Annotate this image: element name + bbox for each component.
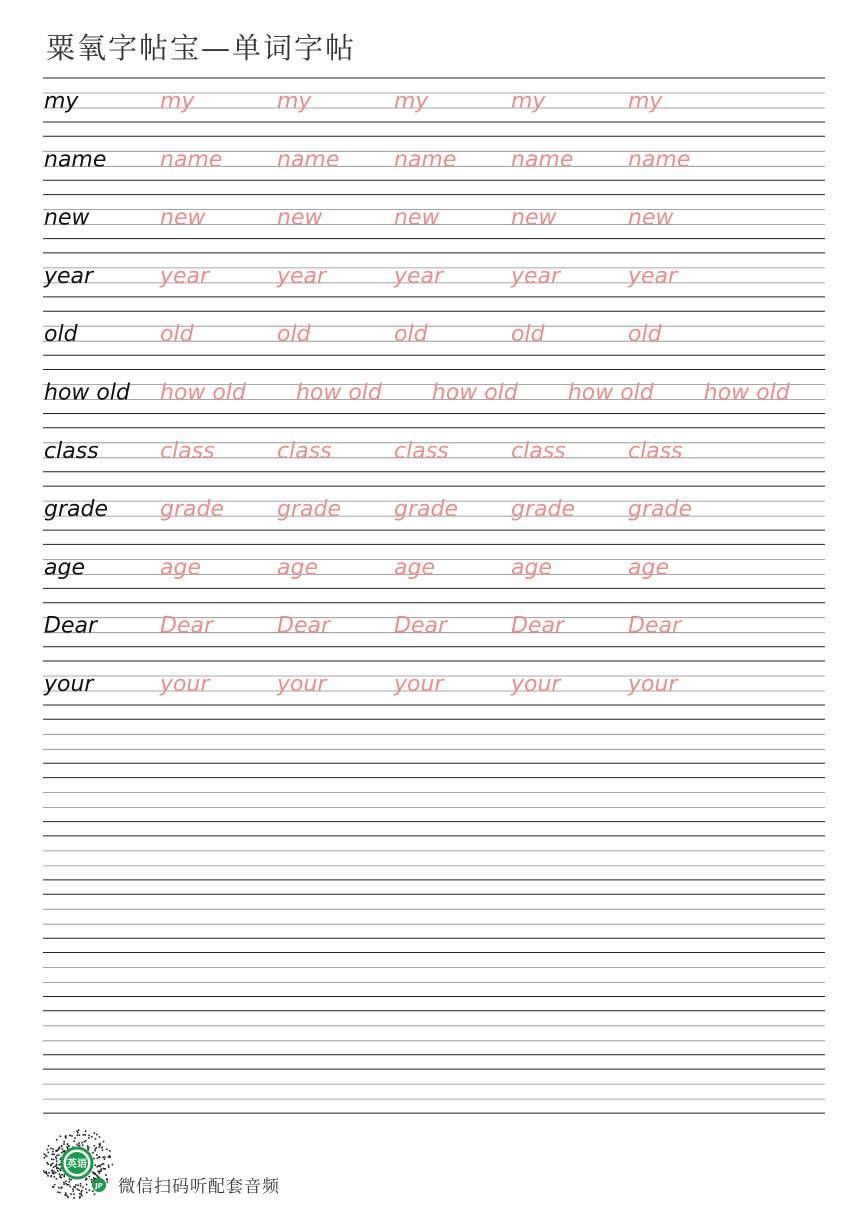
- qr-module: [48, 1172, 50, 1174]
- trace-word: your: [277, 672, 327, 697]
- qr-module: [77, 1135, 79, 1137]
- model-word: old: [44, 322, 78, 348]
- trace-word: new: [160, 205, 206, 231]
- qr-module: [72, 1188, 74, 1190]
- qr-module: [56, 1163, 58, 1165]
- qr-module: [58, 1187, 60, 1189]
- qr-module: [68, 1145, 70, 1147]
- trace-word: name: [628, 147, 691, 173]
- qr-module: [86, 1178, 88, 1180]
- qr-module: [54, 1184, 56, 1186]
- qr-module: [102, 1150, 104, 1152]
- qr-module: [63, 1182, 65, 1184]
- qr-module: [50, 1164, 52, 1166]
- qr-module: [112, 1164, 113, 1166]
- qr-module: [94, 1132, 96, 1134]
- trace-word: how old: [703, 380, 790, 406]
- qr-badge-label: 英语: [67, 1159, 87, 1170]
- trace-word: how old: [160, 380, 246, 406]
- qr-module: [62, 1148, 64, 1150]
- trace-word: old: [628, 322, 662, 348]
- qr-module: [94, 1173, 96, 1175]
- model-word: age: [44, 555, 85, 581]
- qr-module: [59, 1173, 61, 1175]
- qr-module: [58, 1164, 60, 1166]
- qr-module: [45, 1155, 47, 1157]
- qr-module: [47, 1163, 49, 1165]
- qr-module: [67, 1143, 69, 1145]
- trace-word: your: [160, 672, 210, 697]
- qr-module: [69, 1135, 71, 1137]
- trace-word: grade: [628, 497, 692, 523]
- qr-module: [68, 1181, 70, 1183]
- trace-word: grade: [277, 497, 341, 523]
- qr-module: [81, 1195, 83, 1197]
- qr-module: [71, 1135, 73, 1137]
- trace-word: Dear: [394, 613, 448, 639]
- qr-module: [45, 1171, 47, 1173]
- trace-word: year: [511, 263, 561, 289]
- trace-word: my: [394, 89, 429, 114]
- qr-module: [43, 1170, 45, 1172]
- qr-module: [79, 1193, 81, 1195]
- qr-module: [103, 1141, 105, 1143]
- qr-module: [73, 1197, 75, 1199]
- qr-module: [79, 1145, 81, 1147]
- page-title: 粟氧字帖宝—单词字帖: [46, 31, 357, 65]
- trace-word: my: [628, 89, 663, 114]
- qr-module: [57, 1170, 59, 1172]
- qr-module: [96, 1154, 98, 1156]
- qr-module: [83, 1134, 85, 1136]
- qr-module: [58, 1154, 60, 1156]
- qr-module: [44, 1172, 46, 1174]
- qr-module: [88, 1135, 90, 1137]
- qr-module: [52, 1151, 54, 1153]
- model-word: name: [44, 147, 107, 173]
- trace-word: old: [511, 322, 545, 348]
- qr-module: [91, 1179, 93, 1181]
- qr-module: [61, 1145, 63, 1147]
- qr-module: [99, 1144, 101, 1146]
- trace-word: class: [277, 438, 332, 464]
- qr-module: [65, 1183, 67, 1185]
- qr-module: [84, 1134, 86, 1136]
- qr-module: [47, 1175, 49, 1177]
- qr-module: [88, 1137, 90, 1139]
- qr-module: [53, 1166, 55, 1168]
- qr-module: [89, 1189, 91, 1191]
- qr-module: [109, 1156, 111, 1158]
- qr-small-badge-label: JP: [95, 1182, 103, 1190]
- qr-module: [82, 1187, 84, 1189]
- trace-word: class: [394, 438, 449, 464]
- qr-module: [52, 1172, 54, 1174]
- qr-module: [66, 1146, 68, 1148]
- qr-module: [105, 1174, 107, 1176]
- qr-module: [53, 1154, 55, 1156]
- qr-module: [53, 1171, 55, 1173]
- qr-module: [97, 1165, 99, 1167]
- qr-module: [97, 1171, 99, 1173]
- trace-word: age: [277, 555, 318, 581]
- qr-module: [79, 1134, 81, 1136]
- trace-word: new: [394, 205, 440, 231]
- qr-module: [77, 1184, 79, 1186]
- qr-module: [46, 1162, 48, 1164]
- trace-word: how old: [295, 380, 382, 406]
- qr-module: [52, 1148, 54, 1150]
- qr-module: [48, 1152, 50, 1154]
- qr-module: [94, 1145, 96, 1147]
- qr-module: [104, 1168, 106, 1170]
- qr-module: [63, 1143, 65, 1145]
- qr-module: [69, 1178, 71, 1180]
- qr-module: [79, 1197, 81, 1199]
- trace-word: Dear: [511, 613, 565, 639]
- qr-module: [47, 1149, 49, 1151]
- qr-module: [48, 1145, 50, 1147]
- qr-module: [58, 1168, 60, 1170]
- trace-word: grade: [511, 497, 575, 523]
- qr-module: [56, 1155, 58, 1157]
- qr-module: [58, 1147, 60, 1149]
- qr-module: [87, 1145, 89, 1147]
- qr-module: [87, 1147, 89, 1149]
- trace-word: year: [160, 263, 210, 289]
- model-word: my: [44, 89, 79, 114]
- qr-module: [85, 1188, 87, 1190]
- trace-word: your: [511, 672, 561, 697]
- qr-module: [50, 1148, 52, 1150]
- trace-word: age: [160, 555, 201, 581]
- qr-module: [101, 1147, 103, 1149]
- qr-module: [78, 1189, 80, 1191]
- qr-module: [80, 1183, 82, 1185]
- qr-module: [59, 1192, 61, 1194]
- qr-module: [52, 1163, 54, 1165]
- qr-module: [91, 1181, 93, 1183]
- qr-module: [53, 1186, 55, 1188]
- trace-word: Dear: [160, 613, 214, 639]
- qr-module: [56, 1178, 58, 1180]
- qr-module: [97, 1157, 99, 1159]
- trace-word: class: [628, 438, 683, 464]
- qr-module: [89, 1176, 91, 1178]
- qr-module: [74, 1137, 76, 1139]
- model-word: your: [44, 672, 94, 697]
- qr-module: [67, 1197, 69, 1199]
- model-word: class: [44, 438, 99, 464]
- trace-word: grade: [394, 497, 458, 523]
- qr-module: [92, 1191, 94, 1193]
- trace-word: your: [628, 672, 678, 697]
- qr-code-icon[interactable]: [41, 1127, 113, 1199]
- trace-word: how old: [431, 380, 518, 406]
- qr-module: [109, 1150, 111, 1152]
- trace-word: old: [394, 322, 428, 348]
- trace-word: my: [511, 89, 546, 114]
- qr-module: [64, 1174, 66, 1176]
- trace-word: my: [160, 89, 195, 114]
- qr-module: [92, 1152, 94, 1154]
- trace-word: class: [160, 438, 215, 464]
- qr-module: [62, 1151, 64, 1153]
- qr-module: [104, 1158, 106, 1160]
- qr-module: [98, 1146, 100, 1148]
- trace-word: class: [511, 438, 566, 464]
- qr-module: [82, 1144, 84, 1146]
- qr-module: [77, 1132, 79, 1134]
- qr-module: [102, 1156, 104, 1158]
- trace-word: your: [394, 672, 444, 697]
- qr-module: [63, 1176, 65, 1178]
- trace-word: name: [160, 147, 223, 173]
- qr-module: [94, 1194, 96, 1196]
- qr-module: [100, 1168, 102, 1170]
- qr-module: [96, 1134, 98, 1136]
- trace-word: age: [394, 555, 435, 581]
- qr-module: [95, 1148, 97, 1150]
- trace-word: how old: [567, 380, 654, 406]
- qr-module: [73, 1186, 75, 1188]
- qr-module: [61, 1152, 63, 1154]
- qr-module: [52, 1154, 54, 1156]
- qr-module: [56, 1158, 58, 1160]
- qr-module: [95, 1138, 97, 1140]
- qr-module: [60, 1170, 62, 1172]
- qr-module: [51, 1159, 53, 1161]
- qr-module: [53, 1159, 55, 1161]
- qr-module: [55, 1156, 57, 1158]
- qr-module: [108, 1166, 110, 1168]
- qr-module: [60, 1188, 62, 1190]
- qr-module: [76, 1189, 78, 1191]
- qr-module: [94, 1150, 96, 1152]
- qr-module: [54, 1176, 56, 1178]
- qr-module: [65, 1136, 67, 1138]
- qr-module: [99, 1170, 101, 1172]
- qr-module: [50, 1176, 52, 1178]
- qr-module: [69, 1186, 71, 1188]
- qr-module: [80, 1185, 82, 1187]
- qr-module: [56, 1139, 58, 1141]
- qr-module: [70, 1193, 72, 1195]
- qr-module: [60, 1135, 62, 1137]
- model-word: how old: [44, 380, 130, 406]
- qr-module: [73, 1141, 75, 1143]
- model-word: new: [44, 205, 90, 231]
- qr-module: [68, 1184, 70, 1186]
- qr-module: [78, 1129, 80, 1131]
- qr-module: [60, 1175, 62, 1177]
- qr-module: [65, 1181, 67, 1183]
- qr-module: [56, 1168, 58, 1170]
- qr-module: [65, 1192, 67, 1194]
- trace-word: year: [394, 263, 444, 289]
- qr-module: [55, 1165, 57, 1167]
- qr-module: [55, 1150, 57, 1152]
- footer-caption: 微信扫码听配套音频: [118, 1177, 280, 1197]
- qr-module: [76, 1130, 78, 1132]
- qr-module: [55, 1172, 57, 1174]
- model-word: Dear: [44, 613, 98, 639]
- qr-module: [84, 1141, 86, 1143]
- qr-module: [85, 1130, 87, 1132]
- qr-module: [44, 1153, 46, 1155]
- trace-word: new: [511, 205, 557, 231]
- qr-module: [108, 1156, 110, 1158]
- qr-module: [61, 1177, 63, 1179]
- model-word: grade: [44, 497, 108, 523]
- qr-module: [52, 1170, 54, 1172]
- qr-module: [80, 1193, 82, 1195]
- qr-module: [78, 1142, 80, 1144]
- trace-word: grade: [160, 497, 224, 523]
- qr-module: [44, 1157, 46, 1159]
- qr-module: [86, 1184, 88, 1186]
- trace-word: name: [394, 147, 457, 173]
- trace-word: old: [277, 322, 311, 348]
- trace-word: year: [628, 263, 678, 289]
- qr-module: [91, 1136, 93, 1138]
- qr-module: [63, 1141, 65, 1143]
- qr-module: [46, 1173, 48, 1175]
- qr-module: [99, 1136, 101, 1138]
- model-word: year: [44, 263, 94, 289]
- qr-module: [101, 1164, 103, 1166]
- qr-module: [61, 1174, 63, 1176]
- qr-module: [64, 1194, 66, 1196]
- trace-word: name: [277, 147, 340, 173]
- qr-module: [76, 1144, 78, 1146]
- trace-word: old: [160, 322, 194, 348]
- qr-module: [57, 1191, 59, 1193]
- qr-module: [107, 1182, 109, 1184]
- qr-module: [73, 1194, 75, 1196]
- qr-module: [81, 1142, 83, 1144]
- qr-module: [81, 1190, 83, 1192]
- qr-module: [56, 1160, 58, 1162]
- qr-module: [108, 1165, 110, 1167]
- qr-module: [87, 1149, 89, 1151]
- qr-module: [102, 1163, 104, 1165]
- qr-module: [93, 1158, 95, 1160]
- qr-module: [106, 1149, 108, 1151]
- trace-word: age: [628, 555, 669, 581]
- qr-module: [106, 1178, 108, 1180]
- qr-module: [98, 1156, 100, 1158]
- qr-module: [99, 1172, 101, 1174]
- qr-module: [93, 1177, 95, 1179]
- trace-word: Dear: [628, 613, 682, 639]
- qr-module: [94, 1165, 96, 1167]
- trace-word: new: [628, 205, 674, 231]
- trace-word: new: [277, 205, 323, 231]
- trace-word: year: [277, 263, 327, 289]
- qr-module: [63, 1183, 65, 1185]
- trace-word: age: [511, 555, 552, 581]
- qr-module: [104, 1156, 106, 1158]
- trace-word: name: [511, 147, 574, 173]
- qr-module: [73, 1190, 75, 1192]
- qr-module: [86, 1192, 88, 1194]
- qr-module: [70, 1179, 72, 1181]
- trace-word: my: [277, 89, 312, 114]
- qr-module: [75, 1184, 77, 1186]
- trace-word: Dear: [277, 613, 331, 639]
